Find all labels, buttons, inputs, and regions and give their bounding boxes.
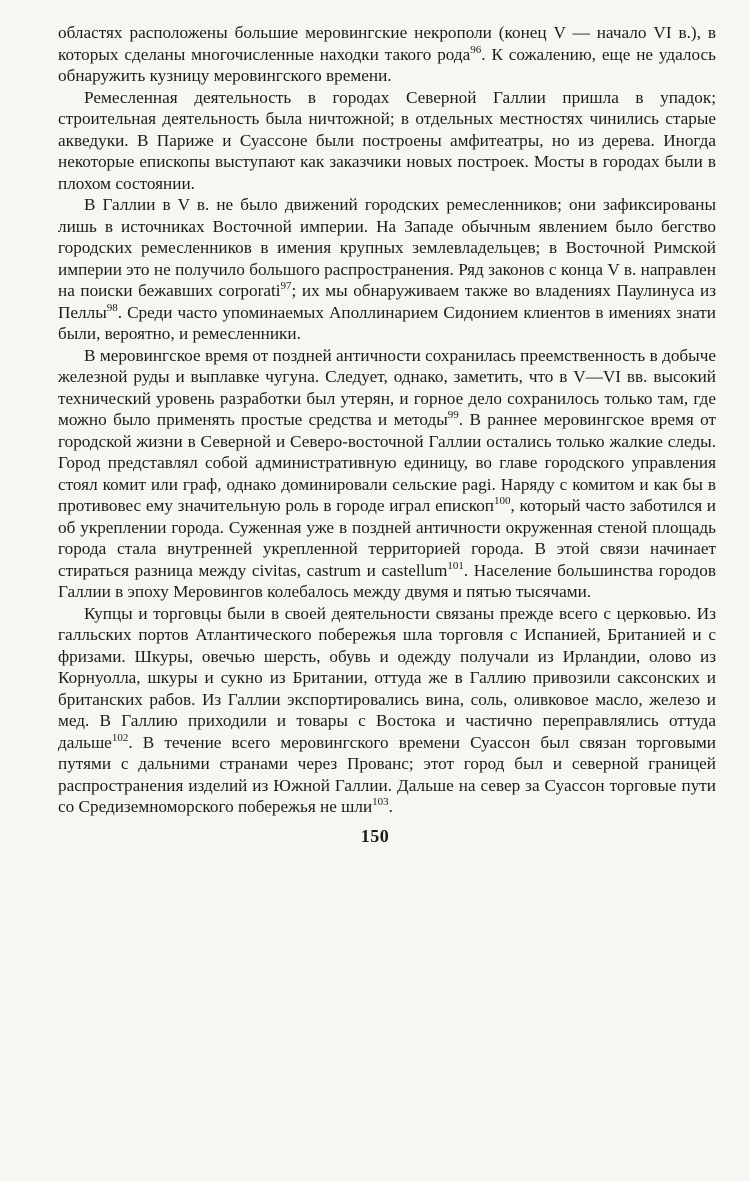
text-run: ; их мы обнаруживаем также во владениях Паулинуса из Пеллы xyxy=(58,281,716,322)
footnote-ref: 97 xyxy=(280,280,292,292)
text-run: . xyxy=(388,797,393,816)
text-run: . В течение всего меровингского времени Суассон был связан торговыми путями с дальними странами через Прованс; этот город был и северной границей распространения изделий из Южной Галлии. Дальше на север за Суассон торговые пути со Средиземноморского побережья не шли xyxy=(58,732,716,816)
paragraph xyxy=(58,194,716,345)
text-run: Ремесленная деятельность в городах Северной Галлии пришла в упадок; строительная деятельность была ничтожной; в отдельных местностях чинились старые акведуки. В Париже и Суассоне были построены амфитеатры, но из дерева. Иногда некоторые епископы выступают как заказчики новых построек. Мосты в городах были в плохом состоянии. xyxy=(58,87,716,193)
footnote-ref: 96 xyxy=(470,43,482,56)
footnote-ref: 101 xyxy=(447,559,464,572)
text-run: . В раннее меровингское время от городской жизни в Северной и Северо-восточной Галлии остались только жалкие следы. Город представлял собой административную единицу, во главе городского управления стоял комит или граф, однако доминировали сельские pagi. Наряду с комитом и как бы в противовес ему значительную роль в городе играл епископ xyxy=(58,410,716,515)
paragraph xyxy=(58,603,716,818)
text-run: В меровингское время от поздней античности сохранилась преемственность в добыче железной руды и выплавке чугуна. Следует, однако, заметить, что в V—VI вв. высокий технический уровень разработки был утерян, и горное дело сохранилось только там, где можно было применять простые средства и методы xyxy=(58,345,716,429)
text-run: Купцы и торговцы были в своей деятельности связаны прежде всего с церковью. Из галльских портов Атлантического побережья шла торговля с Испанией, Британией и с фризами. Шкуры, овечью шерсть, обувь и одежду получали из Ирландии, олово из Корнуолла, шкуры и сукно из Британии, оттуда же в Галлию привозили саксонских и британских рабов. Из Галлии экспортировались вина, соль, оливковое масло, железо и мед. В Галлию приходили и товары с Востока и частично переправлялись оттуда дальше xyxy=(58,603,716,752)
page-number: 150 xyxy=(360,826,390,846)
paragraph xyxy=(58,87,716,195)
text-run: . Среди часто упоминаемых Аполлинарием Сидонием клиентов в имениях знати были, вероятно, и ремесленники. xyxy=(58,302,716,343)
text-run: . К сожалению, еще не удалось обнаружить кузницу меровингского времени. xyxy=(58,44,716,85)
text-run: . Население большинства городов Галлии в эпоху Меровингов колебалось между двумя и пятью тысячами. xyxy=(58,560,716,601)
footnote-ref: 102 xyxy=(111,731,129,744)
paragraph xyxy=(58,22,716,87)
text-run: , который часто заботился и об укреплении города. Суженная уже в поздней античности окруженная стеной площадь города стала внутренней укрепленной территорией города. В этой связи начинает стираться разница между civitas, castrum и castellum xyxy=(58,496,717,580)
footnote-ref: 98 xyxy=(106,301,118,314)
body-text xyxy=(58,22,716,818)
text-run: областях расположены большие меровингские некрополи (конец V — начало VI в.), в которых сделаны многочисленные находки такого рода xyxy=(58,23,716,64)
text-run: В Галлии в V в. не было движений городских ремесленников; они зафиксированы лишь в источниках Восточной империи. На Западе обычным явлением было бегство городских ремесленников в имения крупных землевладельцев; в Восточной Римской империи это не получило большого распространения. Ряд законов с конца V в. направлен на поиски бежавших corporati xyxy=(58,195,716,300)
footnote-ref: 100 xyxy=(494,495,511,507)
paragraph xyxy=(58,345,716,603)
footnote-ref: 103 xyxy=(372,796,389,808)
footnote-ref: 99 xyxy=(447,409,459,421)
